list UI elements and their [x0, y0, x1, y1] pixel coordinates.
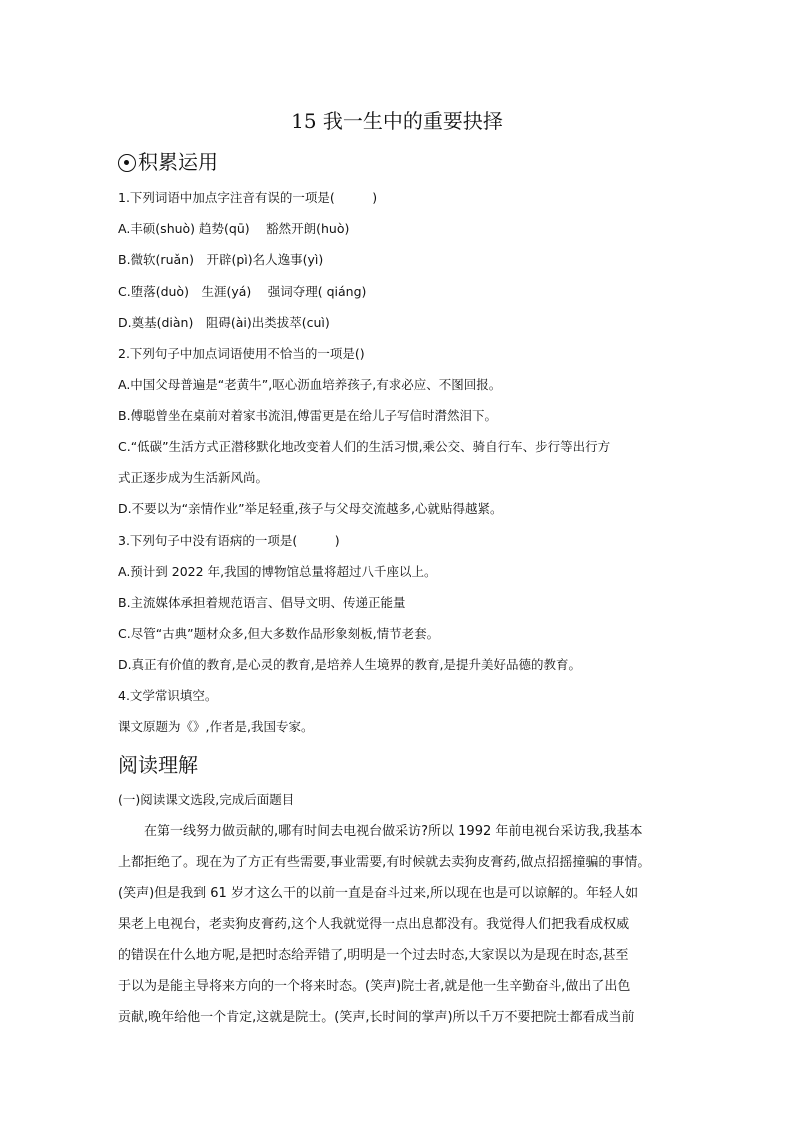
reading-line: 上都拒绝了。现在为了方正有些需要,事业需要,有时候就去卖狗皮膏药,做点招摇撞骗的事情。 — [118, 855, 651, 870]
question-1-option-d: D.奠基(diàn) 阻碍(ài)出类拔萃(cuì) — [118, 315, 330, 330]
circled-dot-icon — [118, 154, 136, 172]
question-3-option-d: D.真正有价值的教育,是心灵的教育,是培养人生境界的教育,是提升美好品德的教育。 — [118, 657, 582, 672]
question-1-option-b: B.微软(ruǎn) 开辟(pì)名人逸事(yì) — [118, 252, 324, 267]
reading-intro: (一)阅读课文选段,完成后面题目 — [118, 792, 295, 807]
reading-line: 的错误在什么地方呢,是把时态给弄错了,明明是一个过去时态,大家误以为是现在时态,甚至 — [118, 948, 629, 963]
question-1-option-c: C.堕落(duò) 生涯(yá) 强词夺理( qiáng) — [118, 284, 367, 299]
question-4-blank-line: 课文原题为《》,作者是,我国专家。 — [118, 719, 314, 734]
question-2-option-b: B.傅聪曾坐在桌前对着家书流泪,傅雷更是在给儿子写信时潸然泪下。 — [118, 408, 498, 423]
question-2-stem: 2.下列句子中加点词语使用不恰当的一项是() — [118, 346, 365, 361]
section-heading-accumulation: 积累运用 — [118, 146, 218, 175]
question-1-option-a: A.丰硕(shuò) 趋势(qū) 豁然开朗(huò) — [118, 221, 350, 236]
question-4-stem: 4.文学常识填空。 — [118, 688, 218, 703]
reading-line: 在第一线努力做贡献的,哪有时间去电视台做采访?所以 1992 年前电视台采访我,我基本 — [118, 824, 643, 839]
question-3-option-a: A.预计到 2022 年,我国的博物馆总量将超过八千座以上。 — [118, 564, 437, 579]
question-2-option-c-line2: 式正逐步成为生活新风尚。 — [118, 470, 269, 485]
reading-line: 于以为是能主导将来方向的一个将来时态。(笑声)院士者,就是他一生辛勤奋斗,做出了出色 — [118, 979, 631, 994]
reading-line: 贡献,晚年给他一个肯定,这就是院士。(笑声,长时间的掌声)所以千万不要把院士都看成当前 — [118, 1010, 635, 1025]
question-3-stem: 3.下列句子中没有语病的一项是( ) — [118, 533, 340, 548]
page-title: 15 我一生中的重要抉择 — [291, 109, 503, 133]
question-2-option-c-line1: C.“低碳”生活方式正潜移默化地改变着人们的生活习惯,乘公交、骑自行车、步行等出行方 — [118, 439, 611, 454]
question-3-option-b: B.主流媒体承担着规范语言、倡导文明、传递正能量 — [118, 595, 406, 610]
reading-line: (笑声)但是我到 61 岁才这么干的以前一直是奋斗过来,所以现在也是可以谅解的。年轻人如 — [118, 886, 639, 901]
question-3-option-c: C.尽管“古典”题材众多,但大多数作品形象刻板,情节老套。 — [118, 626, 440, 641]
section-heading-reading: 阅读理解 — [118, 753, 198, 777]
question-1-stem: 1.下列词语中加点字注音有误的一项是( ) — [118, 190, 378, 205]
reading-line: 果老上电视台，老卖狗皮膏药,这个人我就觉得一点出息都没有。我觉得人们把我看成权威 — [118, 917, 630, 932]
question-2-option-d: D.不要以为“亲情作业”举足轻重,孩子与父母交流越多,心就贴得越紧。 — [118, 501, 503, 516]
question-2-option-a: A.中国父母普遍是“老黄牛”,呕心沥血培养孩子,有求必应、不图回报。 — [118, 377, 502, 392]
